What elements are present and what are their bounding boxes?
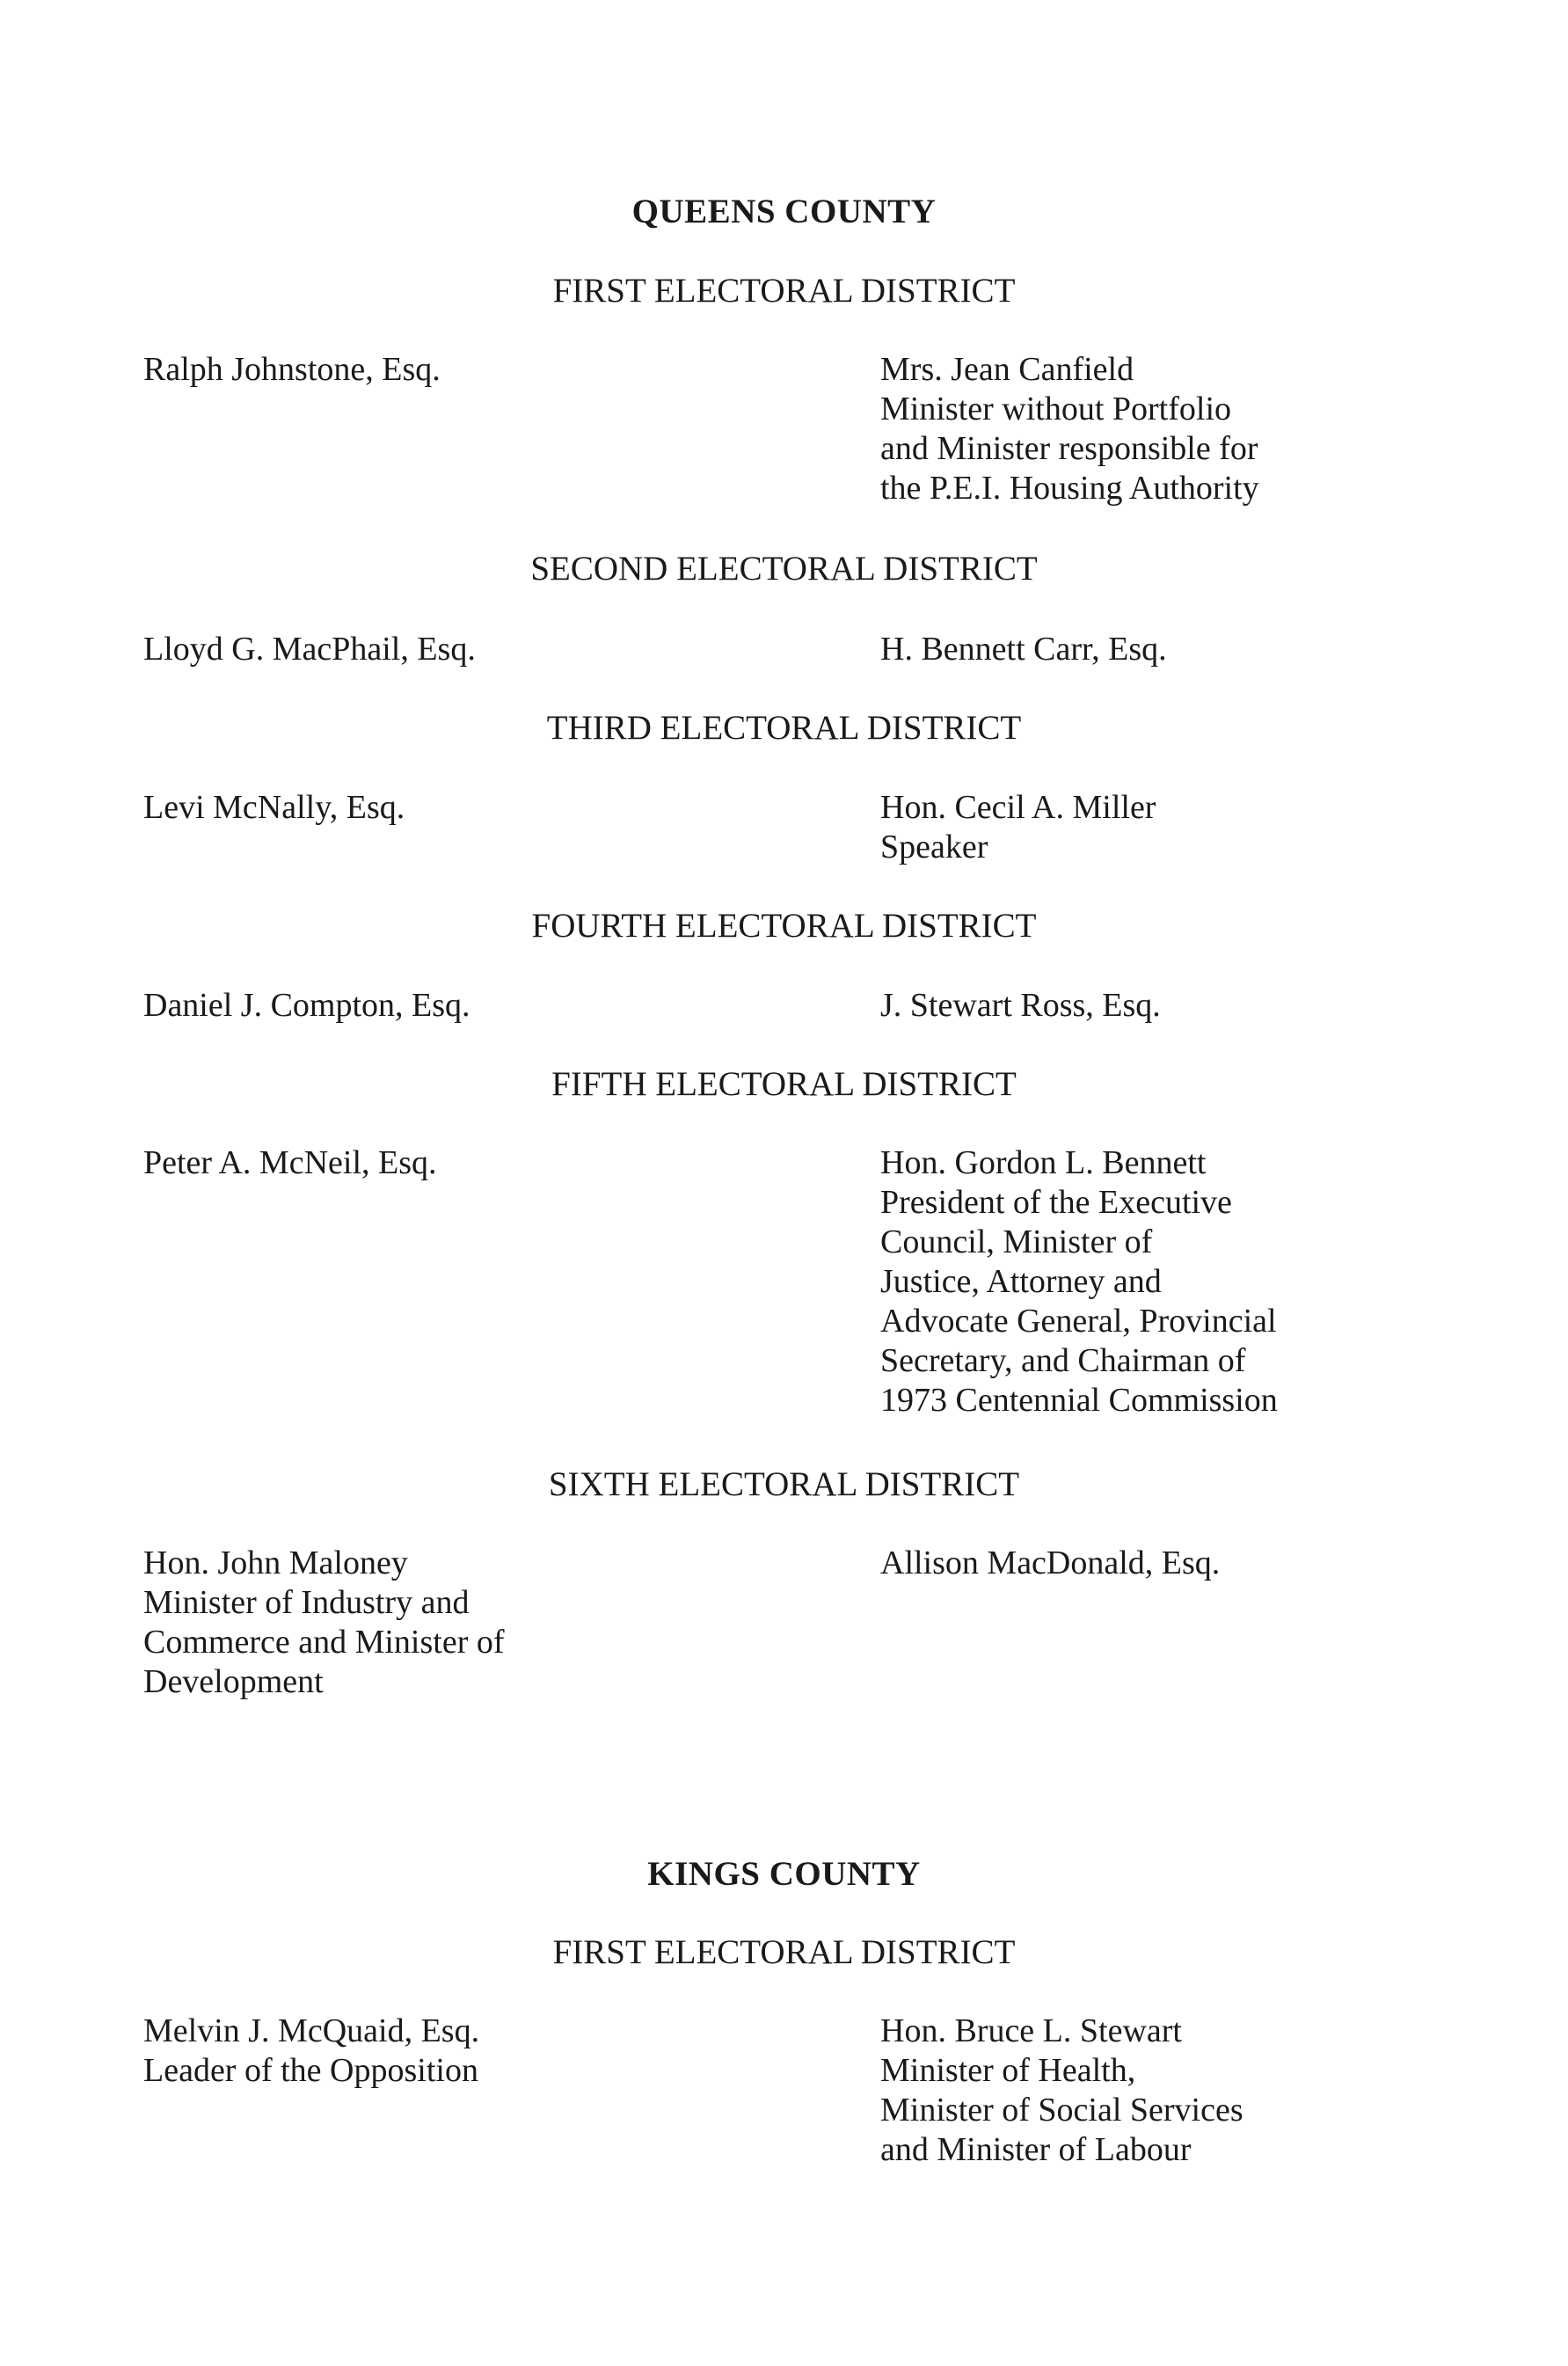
member-right-queens-first — [880, 350, 1531, 508]
district-title-queens-fifth: FIFTH ELECTORAL DISTRICT — [551, 1065, 1017, 1103]
member-line: Hon. Bruce L. Stewart — [880, 2012, 1182, 2049]
member-right-queens-fifth — [880, 1143, 1531, 1420]
member-line: Mrs. Jean Canfield — [880, 351, 1134, 388]
member-line: Hon. John Maloney — [143, 1544, 408, 1581]
member-line: the P.E.I. Housing Authority — [880, 470, 1259, 507]
member-right-kings-first — [880, 2012, 1531, 2170]
member-line: Hon. Gordon L. Bennett — [880, 1144, 1207, 1181]
district-title-queens-fourth: FOURTH ELECTORAL DISTRICT — [531, 907, 1037, 945]
member-left-queens-fifth — [143, 1143, 759, 1183]
member-line: Development — [143, 1663, 324, 1700]
member-line: Ralph Johnstone, Esq. — [143, 351, 441, 388]
member-line: 1973 Centennial Commission — [880, 1382, 1278, 1419]
member-left-queens-sixth — [143, 1544, 759, 1702]
member-line: Lloyd G. MacPhail, Esq. — [143, 631, 476, 668]
member-left-queens-first — [143, 350, 759, 390]
member-line: Melvin J. McQuaid, Esq. — [143, 2012, 480, 2049]
member-line: Daniel J. Compton, Esq. — [143, 987, 470, 1024]
member-left-queens-third — [143, 788, 759, 828]
county-title-kings: KINGS COUNTY — [647, 1855, 921, 1893]
member-right-queens-fourth — [880, 986, 1531, 1026]
member-line: Levi McNally, Esq. — [143, 789, 405, 826]
member-left-queens-second — [143, 630, 759, 669]
member-line: Advocate General, Provincial — [880, 1303, 1277, 1340]
member-line: and Minister responsible for — [880, 430, 1258, 467]
member-line: H. Bennett Carr, Esq. — [880, 631, 1167, 668]
member-line: Minister of Social Services — [880, 2092, 1243, 2129]
district-title-kings-first: FIRST ELECTORAL DISTRICT — [552, 1933, 1016, 1971]
member-left-kings-first — [143, 2012, 759, 2091]
member-line: Speaker — [880, 829, 988, 865]
member-line: Minister without Portfolio — [880, 391, 1231, 427]
district-title-queens-sixth: SIXTH ELECTORAL DISTRICT — [548, 1465, 1020, 1503]
member-line: Minister of Health, — [880, 2052, 1136, 2089]
member-line: Justice, Attorney and — [880, 1263, 1162, 1300]
county-title-queens: QUEENS COUNTY — [631, 193, 937, 230]
member-line: Council, Minister of — [880, 1223, 1153, 1260]
member-line: J. Stewart Ross, Esq. — [880, 987, 1161, 1024]
member-line: Commerce and Minister of — [143, 1624, 505, 1661]
district-title-queens-second: SECOND ELECTORAL DISTRICT — [530, 550, 1038, 588]
member-line: President of the Executive — [880, 1184, 1232, 1221]
member-line: Secretary, and Chairman of — [880, 1342, 1246, 1379]
member-line: Minister of Industry and — [143, 1584, 470, 1621]
member-line: and Minister of Labour — [880, 2131, 1192, 2168]
member-line: Allison MacDonald, Esq. — [880, 1544, 1221, 1581]
member-right-queens-second — [880, 630, 1531, 669]
member-left-queens-fourth — [143, 986, 759, 1026]
member-right-queens-third — [880, 788, 1531, 867]
member-line: Leader of the Opposition — [143, 2052, 478, 2089]
district-title-queens-third: THIRD ELECTORAL DISTRICT — [546, 709, 1022, 747]
member-line: Peter A. McNeil, Esq. — [143, 1144, 437, 1181]
district-title-queens-first: FIRST ELECTORAL DISTRICT — [552, 272, 1016, 310]
member-right-queens-sixth — [880, 1544, 1531, 1583]
member-line: Hon. Cecil A. Miller — [880, 789, 1156, 826]
